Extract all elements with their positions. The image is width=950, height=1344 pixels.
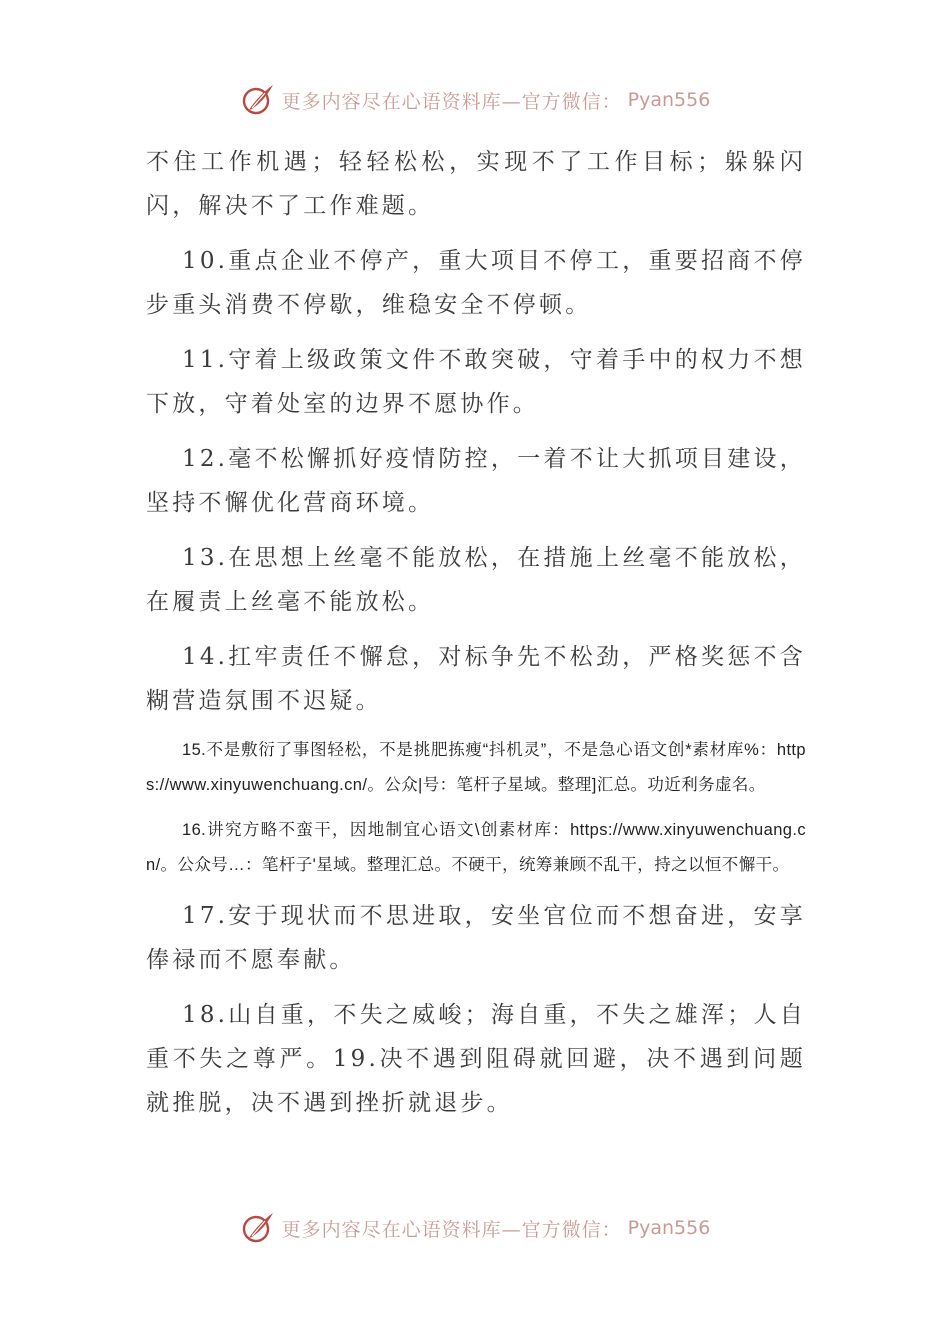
paragraph-continuation: 不住工作机遇；轻轻松松，实现不了工作目标；躲躲闪闪，解决不了工作难题。 <box>146 149 806 219</box>
paragraph-17: 17.安于现状而不思进取，安坐官位而不想奋进，安享俸禄而不愿奉献。 <box>146 903 806 973</box>
paragraph-13: 13.在思想上丝毫不能放松，在措施上丝毫不能放松，在履责上丝毫不能放松。 <box>146 545 806 615</box>
footer-banner <box>0 1210 950 1246</box>
paragraph-15: 15.不是敷衍了事图轻松，不是挑肥拣瘦“抖机灵”，不是急心语文创*素材库%：https://www.xinyuwenchuang.cn/。公众|号：笔杆子星域。整理]汇总。功近利务虚名。 <box>146 741 806 794</box>
banner-title: 更多内容尽在心语资料库—官方微信： <box>281 90 622 113</box>
paragraph-11: 11.守着上级政策文件不敢突破，守着手中的权力不想下放，守着处室的边界不愿协作。 <box>146 347 806 417</box>
quill-logo-icon <box>240 1210 276 1246</box>
banner-wechat-id: Pyan556 <box>627 89 711 111</box>
paragraph-16: 16.讲究方略不蛮干，因地制宜心语文\创素材库：https://www.xinyuwenchuang.cn/。公众号…：笔杆子'星域。整理汇总。不硬干，统筹兼顾不乱干，持之以恒不懈干。 <box>146 821 806 874</box>
quill-logo-icon <box>240 82 276 118</box>
document-body <box>146 140 806 1125</box>
header-banner <box>0 82 950 118</box>
paragraph-18-19: 18.山自重，不失之威峻；海自重，不失之雄浑；人自重不失之尊严。19.决不遇到阻碍就回避，决不遇到问题就推脱，决不遇到挫折就退步。 <box>146 1002 806 1116</box>
paragraph-12: 12.毫不松懈抓好疫情防控，一着不让大抓项目建设，坚持不懈优化营商环境。 <box>146 446 806 516</box>
paragraph-14: 14.扛牢责任不懈怠，对标争先不松劲，严格奖惩不含糊营造氛围不迟疑。 <box>146 644 806 714</box>
banner-title: 更多内容尽在心语资料库—官方微信： <box>281 1218 622 1241</box>
banner-wechat-id: Pyan556 <box>627 1217 711 1239</box>
paragraph-10: 10.重点企业不停产，重大项目不停工，重要招商不停步重头消费不停歇，维稳安全不停顿。 <box>146 248 806 318</box>
